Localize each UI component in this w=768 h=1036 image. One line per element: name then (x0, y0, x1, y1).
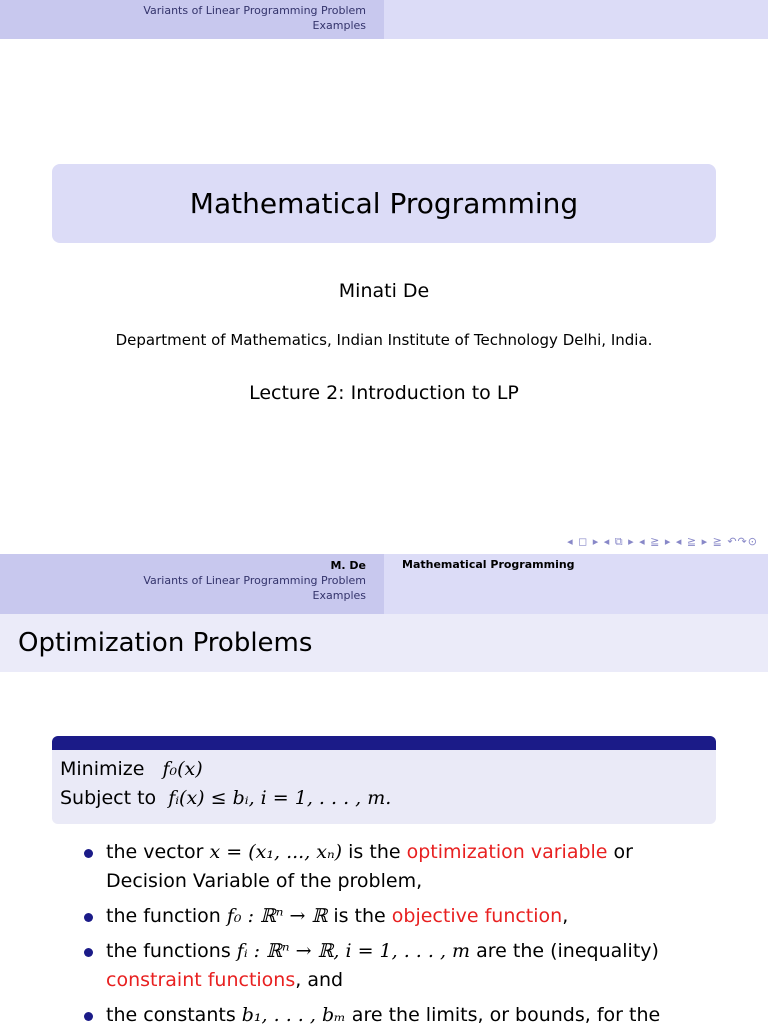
item-math: b₁, . . . , bₘ (241, 1004, 346, 1026)
item-math: f₀ : ℝⁿ → ℝ (226, 905, 328, 927)
slide1-header (0, 0, 768, 39)
objective-expression: f₀(x) (162, 758, 203, 780)
minimize-label: Minimize (60, 758, 145, 780)
highlighted-term: optimization variable (406, 841, 608, 863)
highlighted-term: constraint functions (106, 969, 296, 991)
presentation-title: Mathematical Programming (189, 187, 579, 220)
list-item (80, 937, 700, 995)
header-subsection-title: Examples (312, 19, 366, 32)
bullet-icon (84, 849, 93, 858)
frame-title: Optimization Problems (0, 614, 768, 672)
list-item (80, 838, 700, 896)
header-section-left (0, 554, 384, 614)
slide2-header (0, 554, 768, 614)
item-math: x = (x₁, ..., xₙ) (209, 841, 343, 863)
block-title-bar (52, 736, 716, 750)
bullet-icon (84, 913, 93, 922)
bullet-icon (84, 1012, 93, 1021)
item-text: is the (327, 905, 392, 927)
item-text: are the (inequality) (470, 940, 659, 962)
list-item (80, 1001, 700, 1030)
definitions-list (80, 838, 700, 1036)
problem-block (52, 736, 716, 824)
author-name: Minati De (338, 280, 430, 302)
item-text: is the (342, 841, 407, 863)
beamer-navigation-bar[interactable]: ◂ ◻ ▸ ◂ ⧉ ▸ ◂ ≧ ▸ ◂ ≧ ▸ ≧ ↶↷⊙ (567, 535, 758, 548)
highlighted-term: objective function (391, 905, 563, 927)
minimize-line (60, 758, 203, 780)
bullet-icon (84, 948, 93, 957)
header-right (384, 0, 768, 39)
subject-line (60, 787, 391, 809)
item-text: are the limits, or bounds, for the (345, 1004, 661, 1026)
item-text: the constants (106, 1004, 242, 1026)
header-course-title: Mathematical Programming (384, 554, 768, 614)
lecture-title: Lecture 2: Introduction to LP (249, 382, 519, 404)
item-text: the function (106, 905, 227, 927)
subject-label: Subject to (60, 787, 157, 809)
title-box (52, 164, 716, 243)
item-text: or Decision Variable of the problem, (106, 841, 633, 892)
header-author: M. De (330, 559, 366, 572)
header-section-left (0, 0, 384, 39)
item-text: the functions (106, 940, 237, 962)
list-item (80, 902, 700, 931)
header-subsection-title: Examples (312, 589, 366, 602)
item-text: , and (295, 969, 344, 991)
constraint-expression: fᵢ(x) ≤ bᵢ, i = 1, . . . , m. (168, 787, 392, 809)
item-text: , (562, 905, 569, 927)
header-section-title: Variants of Linear Programming Problem (143, 574, 366, 587)
affiliation: Department of Mathematics, Indian Institute of Technology Delhi, India. (115, 331, 653, 349)
header-section-title: Variants of Linear Programming Problem (143, 4, 366, 17)
item-text: the vector (106, 841, 210, 863)
item-math: fᵢ : ℝⁿ → ℝ, i = 1, . . . , m (236, 940, 471, 962)
